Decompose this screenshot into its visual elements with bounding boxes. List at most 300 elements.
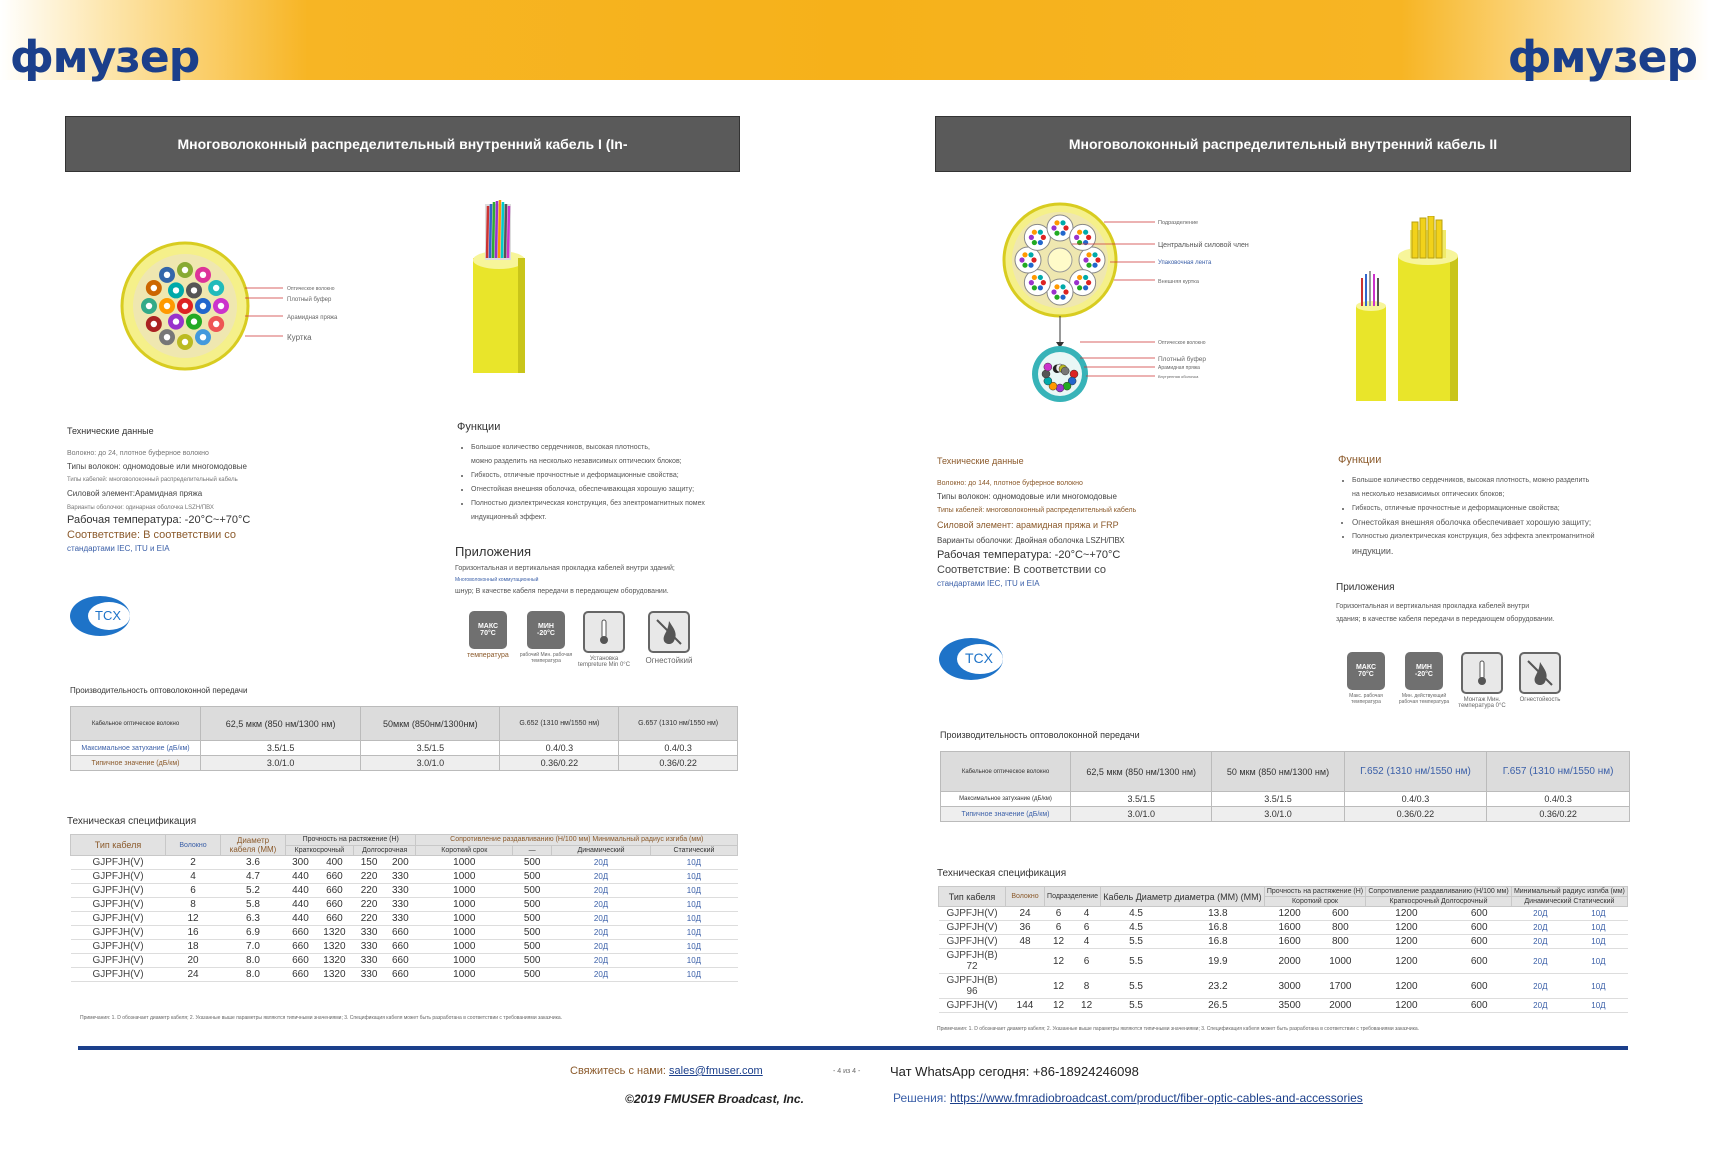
table-cell: 20Д [1511,921,1569,935]
table-row [71,870,738,884]
subunit [1024,270,1050,296]
fiber-dot [1060,284,1065,289]
table-cell: 1000 [416,954,513,968]
table-row [939,999,1628,1013]
table-cell: 10Д [650,898,737,912]
right-perf-table: Кабельное оптическое волокно 62,5 мкм (850 нм/1300 нм) 50 мкм (850 нм/1300 нм) Г.652 (1310 нм/1550 нм) Г.657 (1310 нм/1550 нм) Максимальное затухание (дБ/км) 3.5/1.5 3.5/1.5 0.4/0.3 0.4/0.3 Типичное значение (дБ/км) 3.0/1.0 3.0/1.0 0.36/0.22 0.36/0.22 [940,751,1630,822]
table-cell: 1320 [315,968,353,982]
min-temp-icon: МИН -20°C [1405,652,1443,690]
left-product-panel [65,116,740,1021]
table-cell: 1000 [416,968,513,982]
table-cell: GJPFJH(V) [71,926,166,940]
fiber-dot [1044,363,1052,371]
table-cell: 660 [286,954,316,968]
table-cell: 5.8 [221,898,286,912]
fiber-dot [1086,252,1091,257]
table-cell: 600 [1447,935,1511,949]
table-cell: 600 [1315,907,1366,921]
table-cell: 300 [286,856,316,870]
fiber-dot [1054,284,1059,289]
fiber-dot [1063,225,1068,230]
table-cell: 440 [286,912,316,926]
fiber-dot [1028,252,1033,257]
fiber-dot [1051,225,1056,230]
table-cell: 20Д [552,912,651,926]
table-cell: 10Д [1569,921,1627,935]
left-feature-icons: МАКС 70°C температура МИН -20°C рабочий Мин. рабочая температура Установка tempreture Min 0°C Огнестойкий [460,611,740,681]
table-cell: 600 [1447,999,1511,1013]
fiber-core [213,285,219,291]
table-cell: 4.5 [1101,907,1172,921]
table-cell: 660 [315,912,353,926]
left-tech-data [67,426,407,553]
table-cell: 500 [513,856,552,870]
fiber-dot [1077,275,1082,280]
table-cell: 4.5 [1101,921,1172,935]
fiber-dot [1038,240,1043,245]
table-cell: GJPFJH(V) [939,935,1006,949]
svg-text:Арамидная пряжа: Арамидная пряжа [1158,365,1200,371]
table-cell: 500 [513,954,552,968]
table-cell: 1200 [1366,974,1447,999]
table-row [71,884,738,898]
fiber-core [191,318,197,324]
table-cell: 3.6 [221,856,286,870]
fiber-dot [1086,280,1091,285]
fiber-dot [1022,263,1027,268]
table-cell: 12 [1045,974,1073,999]
table-cell: 1000 [416,870,513,884]
right-spec-title: Техническая спецификация [937,868,1067,879]
table-cell: 6 [1045,921,1073,935]
subunit [1015,247,1041,273]
right-tcx-logo: TCX [939,638,1003,680]
table-cell: 20Д [552,870,651,884]
left-tech-line: стандартами IEC, ITU и EIA [67,544,170,553]
table-cell: 330 [353,940,384,954]
table-cell: 6 [166,884,221,898]
footer-whatsapp: Чат WhatsApp сегодня: +86-18924246098 [890,1064,1139,1079]
fiber-dot [1083,257,1088,262]
fiber-dot [1032,240,1037,245]
table-cell: 330 [353,926,384,940]
footer-copyright: ©2019 FMUSER Broadcast, Inc. [625,1092,804,1106]
table-row [939,974,1628,999]
fiber-dot [1032,275,1037,280]
table-row: Типичное значение (дБ/км) 3.0/1.0 3.0/1.0 0.36/0.22 0.36/0.22 [71,756,738,771]
left-func-item: можно разделить на несколько независимых оптических блоков; [471,458,682,465]
left-product-title: Многоволоконный распределительный внутренний кабель I (In- [65,116,740,172]
table-cell: 330 [385,912,416,926]
table-cell: 1000 [416,940,513,954]
table-cell: 330 [385,898,416,912]
fiber-core [173,318,179,324]
fire-resistant-icon [1519,652,1561,694]
table-cell: 24 [1006,907,1045,921]
table-cell: 10Д [650,856,737,870]
table-cell: 1600 [1264,935,1315,949]
table-cell: 600 [1447,921,1511,935]
right-note: Примечания: 1. D обозначает диаметр кабеля; 2. Указанные выше параметры являются типичными значениями; 3. Спецификация кабеля может быть разработана в соответствии с требованиями заказчика. [937,1026,1420,1032]
fiber-dot [1063,289,1068,294]
table-cell: 12 [166,912,221,926]
table-cell: GJPFJH(V) [939,921,1006,935]
table-cell: 800 [1315,935,1366,949]
table-row: Максимальное затухание (дБ/км) 3.5/1.5 3.5/1.5 0.4/0.3 0.4/0.3 [71,741,738,756]
table-cell: 220 [353,884,384,898]
table-cell: 600 [1447,907,1511,921]
table-cell: GJPFJH(V) [71,940,166,954]
footer-solutions: Решения: https://www.fmradiobroadcast.com/product/fiber-optic-cables-and-accessories [893,1091,1363,1105]
right-feature-icons: МАКС 70°C Макс. рабочая температура МИН -20°C Мин. действующий рабочая температура Монтаж Мин. температура 0°C Огнестойкость [1338,652,1618,732]
fiber-dot [1074,280,1079,285]
fiber-dot [1032,230,1037,235]
footer-divider [78,1046,1628,1050]
fiber-core [218,303,224,309]
svg-text:Упаковочная лента: Упаковочная лента [1158,260,1212,266]
table-cell: 12 [1045,999,1073,1013]
table-cell: GJPFJH(V) [71,856,166,870]
subunit [1024,224,1050,250]
table-cell: 20Д [552,884,651,898]
table-cell: GJPFJH(V) [71,912,166,926]
table-cell: 150 [353,856,384,870]
svg-text:Оптическое волокно: Оптическое волокно [1158,340,1206,346]
table-cell: 20Д [1511,974,1569,999]
table-row: Максимальное затухание (дБ/км) 3.5/1.5 3.5/1.5 0.4/0.3 0.4/0.3 [941,792,1630,807]
fiber-dot [1074,235,1079,240]
table-cell [1006,974,1045,999]
right-product-panel [935,116,1631,1032]
table-cell: 1000 [416,926,513,940]
fiber-dot [1077,230,1082,235]
table-cell: 660 [385,954,416,968]
table-cell: 6 [1073,921,1101,935]
left-spec-title: Техническая спецификация [67,816,197,827]
fiber-dot [1083,285,1088,290]
table-cell: 5.5 [1101,974,1172,999]
table-cell: 5.2 [221,884,286,898]
fiber-dot [1038,285,1043,290]
table-cell: 20Д [552,898,651,912]
right-tech-data: Технические данные Волокно: до 144, плотное буферное волокно Типы волокон: одномодовые или многомодовые Типы кабелей: многоволоконный распределительный кабель Силовой элемент: арамидная пряжа и FRP Варианты оболочки: Двойная оболочка LSZH/ПВХ Рабочая температура: -20°C~+70°C Соответствие: В соответствии со стандартами IEC, ITU и EIA [937,456,1297,588]
table-cell: GJPFJH(V) [939,907,1006,921]
table-cell: 4 [166,870,221,884]
table-row [71,898,738,912]
table-cell: 5.5 [1101,949,1172,974]
left-tech-line: Соответствие: В соответствии со [67,529,237,541]
table-cell: 23.2 [1171,974,1264,999]
table-cell: 1000 [1315,949,1366,974]
fiber-dot [1042,370,1050,378]
fire-resistant-icon [648,611,690,653]
table-cell: GJPFJH(V) [71,870,166,884]
svg-text:Центральный силовой член: Центральный силовой член [1158,242,1249,249]
fiber-dot [1029,280,1034,285]
left-func-item: • Большое количество сердечников, высокая плотность, [471,441,737,455]
fiber-dot [1060,231,1065,236]
table-cell: 20 [166,954,221,968]
table-cell: 8 [1073,974,1101,999]
table-cell: 2000 [1315,999,1366,1013]
table-cell: 1200 [1366,907,1447,921]
fiber-dot [1063,382,1071,390]
left-tech-line: Силовой элемент:Арамидная пряжа [67,489,203,498]
fiber-dot [1038,275,1043,280]
subunit [1070,270,1096,296]
fiber-dot [1086,235,1091,240]
left-label-aramid: Арамидная пряжа [287,315,338,321]
table-cell: 10Д [650,954,737,968]
fiber-core [182,303,188,309]
subunit [1047,215,1073,241]
fiber-dot [1041,280,1046,285]
fiber-dot [1038,230,1043,235]
fiber-dot [1083,275,1088,280]
subunit [1079,247,1105,273]
left-tech-line: Типы волокон: одномодовые или многомодовые [67,462,247,471]
table-cell: 20Д [552,926,651,940]
min-temp-icon: МИН -20°C [527,611,565,649]
table-cell: 500 [513,870,552,884]
table-cell: 8.0 [221,968,286,982]
table-cell: 20Д [1511,999,1569,1013]
fiber-core [164,272,170,278]
table-cell: 500 [513,968,552,982]
fiber-core [151,321,157,327]
table-cell: 1200 [1366,949,1447,974]
table-cell: 660 [315,884,353,898]
table-cell: 660 [315,898,353,912]
table-cell: 500 [513,898,552,912]
table-cell: 1600 [1264,921,1315,935]
fiber-core [173,287,179,293]
table-row [71,926,738,940]
right-functions: Функции • Большое количество сердечников, высокая плотность, можно разделить на несколько независимых оптических блоков; • Гибкость, отличные прочностные и деформационные свойства; • Огнестойкая внешняя оболочка обеспечивает хорошую защиту; • Полностью диэлектрическая конструкция, без эффекта электромагнитной индукции. [1338,454,1628,558]
table-cell: 330 [385,884,416,898]
fiber-dot [1060,220,1065,225]
fiber-dot [1056,384,1064,392]
left-cable-image [465,196,555,376]
table-cell: 220 [353,912,384,926]
left-tech-line: Варианты оболочки: одинарная оболочка LSZH/ПВХ [67,505,214,511]
fiber-core [200,272,206,278]
fiber-dot [1086,263,1091,268]
table-cell: 800 [1315,921,1366,935]
subunit [1070,224,1096,250]
fiber-dot [1054,295,1059,300]
left-func-item: • Огнестойкая внешняя оболочка, обеспечивающая хорошую защиту; [471,483,737,497]
fiber-dot [1095,257,1100,262]
table-cell: 440 [286,884,316,898]
table-cell: 5.5 [1101,999,1172,1013]
table-row [939,921,1628,935]
table-cell: 10Д [650,870,737,884]
table-cell: 660 [286,968,316,982]
table-cell: 12 [1045,935,1073,949]
table-cell: GJPFJH(B) 96 [939,974,1006,999]
table-cell: 330 [353,968,384,982]
table-cell: 500 [513,940,552,954]
header-banner [0,0,1709,80]
table-cell: 1320 [315,940,353,954]
solutions-link[interactable]: https://www.fmradiobroadcast.com/product/fiber-optic-cables-and-accessories [949,1091,1363,1105]
table-cell: 7.0 [221,940,286,954]
left-func-item: индукционный эффект. [471,514,547,521]
fiber-dot [1054,220,1059,225]
table-cell: 20Д [1511,907,1569,921]
table-cell: 6 [1045,907,1073,921]
logo-right: фмузер [1507,32,1697,83]
table-cell: 1000 [416,884,513,898]
fiber-dot [1031,257,1036,262]
fiber-dot [1051,289,1056,294]
left-func-title: Функции [457,421,501,433]
table-cell: 6.3 [221,912,286,926]
table-cell: 5.5 [1101,935,1172,949]
table-row [71,968,738,982]
footer-contact: Свяжитесь с нами: sales@fmuser.com [570,1065,763,1077]
table-cell: 500 [513,926,552,940]
table-cell: 10Д [650,884,737,898]
table-cell: 660 [315,870,353,884]
svg-text:Подразделение: Подразделение [1158,220,1199,226]
table-cell: 4.7 [221,870,286,884]
table-cell: 16.8 [1171,921,1264,935]
table-cell: 660 [385,940,416,954]
table-row: Типичное значение (дБ/км) 3.0/1.0 3.0/1.0 0.36/0.22 0.36/0.22 [941,807,1630,822]
table-cell: 660 [286,940,316,954]
table-row [939,949,1628,974]
left-app-line: Многоволоконный коммутационный [455,577,539,583]
table-cell: GJPFJH(V) [71,968,166,982]
right-perf-title: Производительность оптоволоконной передачи [940,730,1140,740]
table-cell: 660 [286,926,316,940]
right-applications: Приложения Горизонтальная и вертикальная прокладка кабелей внутри здания; в качестве кабеля передачи в передающем оборудовании. [1336,582,1555,623]
fiber-dot [1041,235,1046,240]
fiber-dot [1044,377,1052,385]
fiber-dot [1061,367,1069,375]
table-cell: 16.8 [1171,935,1264,949]
table-cell: 1200 [1264,907,1315,921]
table-cell: 3000 [1264,974,1315,999]
table-cell: 1000 [416,898,513,912]
fiber-dot [1092,252,1097,257]
table-cell: 220 [353,870,384,884]
table-cell: GJPFJH(V) [939,999,1006,1013]
left-spec-table: Тип кабеля Волокно Диаметр кабеля (ММ) Прочность на растяжение (Н) Сопротивление раздавливанию (Н/100 мм) Минимальный радиус изгиба (мм) Краткосрочный Долгосрочная Короткий срок — Динамический Статический GJPFJH(V) 2 3.6 300 400 150 200 1000 500 20Д 10Д GJPFJH(V) 4 4.7 440 660 220 330 1000 500 20Д 10Д GJPFJH(V) 6 5.2 440 660 220 330 1000 500 20Д 10Д GJPFJH(V) 8 5.8 440 660 220 330 1000 500 20Д 10Д GJPFJH(V) 12 6.3 440 660 220 330 1000 500 20Д 10Д GJPFJH(V) 16 6.9 660 1320 330 660 1000 500 20Д 10Д GJPFJH(V) 18 7.0 660 1320 330 660 1000 500 20Д 10Д GJPFJH(V) 20 8.0 660 1320 330 660 1000 500 20Д 10Д GJPFJH(V) 24 8.0 660 1320 330 660 1000 500 20Д 10Д [70,834,738,982]
fiber-dot [1060,295,1065,300]
table-cell: 20Д [1511,935,1569,949]
right-product-title: Многоволоконный распределительный внутренний кабель II [935,116,1631,172]
logo-left: фмузер [10,32,200,83]
left-tech-line: Волокно: до 24, плотное буферное волокно [67,450,209,457]
table-cell: 8.0 [221,954,286,968]
left-app-line: Горизонтальная и вертикальная прокладка кабелей внутри зданий; [455,565,675,572]
page-number: - 4 из 4 - [833,1068,861,1075]
table-cell: 24 [166,968,221,982]
table-row [71,856,738,870]
fiber-core [200,334,206,340]
table-cell: 8 [166,898,221,912]
table-cell: 20Д [552,856,651,870]
left-tech-line: Рабочая температура: -20°C~+70°C [67,514,251,526]
fiber-dot [1019,257,1024,262]
right-cable-image [1350,216,1490,406]
table-cell: 10Д [1569,974,1627,999]
left-perf-title: Производительность оптоволоконной передачи [70,686,248,695]
svg-text:Плотный буфер: Плотный буфер [1158,356,1207,363]
table-cell: 18 [166,940,221,954]
table-cell: 220 [353,898,384,912]
fiber-core [182,267,188,273]
table-cell: 500 [513,912,552,926]
fiber-dot [1029,235,1034,240]
subunit [1047,279,1073,305]
left-perf-table: Кабельное оптическое волокно 62,5 мкм (850 нм/1300 нм) 50мкм (850нм/1300нм) G.652 (1310 нм/1550 нм) G.657 (1310 нм/1550 нм) Максимальное затухание (дБ/км) 3.5/1.5 3.5/1.5 0.4/0.3 0.4/0.3 Типичное значение (дБ/км) 3.0/1.0 3.0/1.0 0.36/0.22 0.36/0.22 [70,706,738,771]
table-cell: 3500 [1264,999,1315,1013]
max-temp-icon: МАКС 70°C [469,611,507,649]
table-cell: 1000 [416,912,513,926]
email-link[interactable]: sales@fmuser.com [669,1065,763,1077]
fiber-core [200,303,206,309]
table-cell: 4 [1073,907,1101,921]
table-cell: 48 [1006,935,1045,949]
right-spec-table: Тип кабеля Волокно Подразделение Кабель Диаметр диаметра (ММ) (ММ) Прочность на растяжение (Н) Сопротивление раздавливанию (Н/100 мм) Минимальный радиус изгиба (мм) Короткий срок Краткосрочный Долгосрочный Динамический Статический GJPFJH(V) 24 6 4 4.5 13.8 1200 600 1200 600 20Д 10Д GJPFJH(V) 36 6 6 4.5 16.8 1600 800 1200 600 20Д 10Д GJPFJH(V) 48 12 4 5.5 16.8 1600 800 1200 600 20Д 10Д GJPFJH(B) 72 12 6 5.5 19.9 2000 1000 1200 600 20Д 10Д GJPFJH(B) 96 12 8 5.5 23.2 3000 1700 1200 600 20Д 10Д GJPFJH(V) 144 12 12 5.5 26.5 3500 2000 1200 600 20Д 10Д [938,886,1628,1013]
table-cell: 26.5 [1171,999,1264,1013]
table-cell [1006,949,1045,974]
table-cell: 10Д [650,968,737,982]
fiber-dot [1022,252,1027,257]
table-cell: 12 [1045,949,1073,974]
thermometer-icon [1461,652,1503,694]
fiber-dot [1054,231,1059,236]
table-cell: 1320 [315,954,353,968]
table-cell: 660 [385,968,416,982]
fiber-core [213,321,219,327]
table-cell: 1700 [1315,974,1366,999]
left-note: Примечания: 1. D обозначает диаметр кабеля; 2. Указанные выше параметры являются типичными значениями; 3. Спецификация кабеля может быть разработана в соответствии с требованиями заказчика. [80,1015,563,1021]
left-label-fiber: Оптическое волокно [287,286,335,292]
table-cell: GJPFJH(B) 72 [939,949,1006,974]
fiber-core [182,339,188,345]
table-cell: 20Д [1511,949,1569,974]
table-cell: 19.9 [1171,949,1264,974]
table-row [71,940,738,954]
svg-text:Внешняя куртка: Внешняя куртка [1158,279,1199,285]
table-cell: 2000 [1264,949,1315,974]
table-cell: 144 [1006,999,1045,1013]
table-cell: 1200 [1366,999,1447,1013]
table-cell: 6.9 [221,926,286,940]
fiber-dot [1092,263,1097,268]
fiber-dot [1070,370,1078,378]
table-cell: 10Д [1569,999,1627,1013]
table-cell: 440 [286,898,316,912]
table-cell: 500 [513,884,552,898]
left-tcx-logo: TCX [70,596,130,636]
table-cell: 6 [1073,949,1101,974]
left-label-buffer: Плотный буфер [287,297,332,303]
table-cell: 400 [315,856,353,870]
fiber-core [164,303,170,309]
fiber-dot [1077,285,1082,290]
table-cell: 20Д [552,954,651,968]
table-cell: 1200 [1366,935,1447,949]
table-cell: 1200 [1366,921,1447,935]
max-temp-icon: МАКС 70°C [1347,652,1385,690]
table-cell: 2 [166,856,221,870]
